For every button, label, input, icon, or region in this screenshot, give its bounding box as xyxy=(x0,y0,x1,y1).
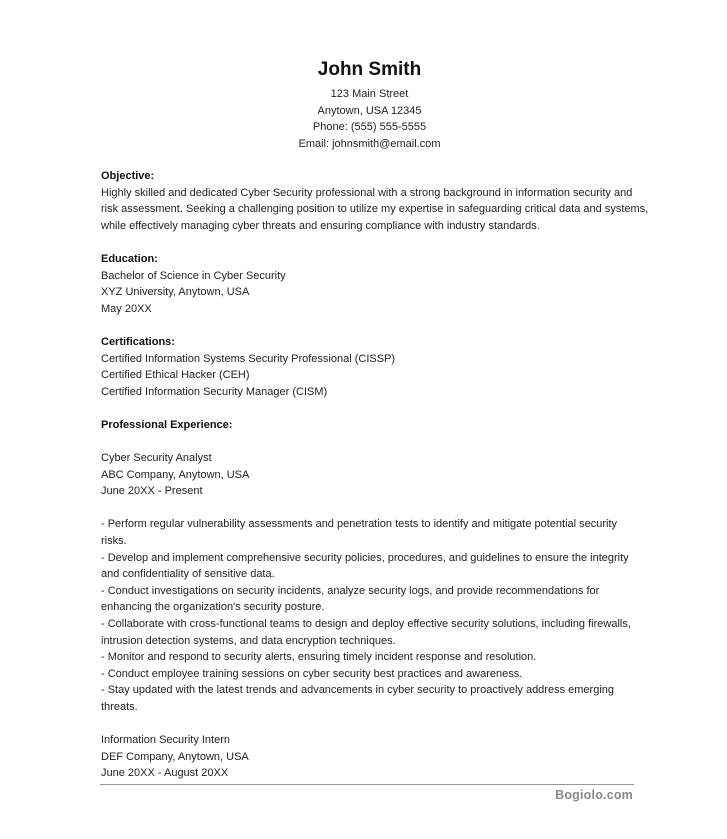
spacer xyxy=(101,317,641,334)
email-line: Email: johnsmith@email.com xyxy=(298,138,441,151)
education-school: XYZ University, Anytown, USA xyxy=(101,286,250,299)
education-heading: Education: xyxy=(101,252,158,265)
objective-line: Highly skilled and dedicated Cyber Security professional with a strong background in information security and xyxy=(101,186,633,199)
education-degree: Bachelor of Science in Cyber Security xyxy=(101,269,286,282)
certification-item: Certified Ethical Hacker (CEH) xyxy=(101,369,250,382)
phone-line: Phone: (555) 555-5555 xyxy=(312,121,427,134)
job-bullet-line: - Perform regular vulnerability assessments and penetration tests to identify and mitigate potential security xyxy=(101,518,618,531)
footer-watermark: Bogiolo.com xyxy=(555,788,633,802)
certifications-heading: Certifications: xyxy=(101,335,175,348)
resume-body xyxy=(101,168,649,782)
objective-heading: Objective: xyxy=(101,170,155,182)
job-bullet-line: - Stay updated with the latest trends and advancements in cyber security to proactively address emerging xyxy=(101,684,614,697)
spacer xyxy=(101,500,641,517)
job-bullet-line: - Monitor and respond to security alerts, ensuring timely incident response and resolution. xyxy=(101,651,537,664)
applicant-name: John Smith xyxy=(317,59,422,80)
job-company: DEF Company, Anytown, USA xyxy=(101,750,249,763)
spacer xyxy=(101,400,641,417)
job-bullet-line: - Collaborate with cross-functional teams to design and deploy effective security solutions, including firewalls, xyxy=(101,618,631,631)
certification-item: Certified Information Systems Security Professional (CISSP) xyxy=(101,352,396,365)
job-dates: June 20XX - August 20XX xyxy=(101,767,229,780)
spacer xyxy=(101,716,641,733)
job-bullet-line: and confidentiality of sensitive data. xyxy=(101,568,275,581)
job-bullet-line: risks. xyxy=(101,535,127,548)
job-company: ABC Company, Anytown, USA xyxy=(101,468,250,481)
address-street: 123 Main Street xyxy=(330,88,409,100)
job-bullet-line: enhancing the organization's security posture. xyxy=(101,601,325,614)
job-bullet-line: - Conduct employee training sessions on cyber security best practices and awareness. xyxy=(101,667,523,680)
objective-line: risk assessment. Seeking a challenging position to utilize my expertise in safeguarding critical data and systems, xyxy=(101,203,649,216)
job-title: Cyber Security Analyst xyxy=(101,452,212,465)
certification-item: Certified Information Security Manager (CISM) xyxy=(101,385,328,398)
job-dates: June 20XX - Present xyxy=(101,485,203,498)
resume-header xyxy=(0,58,727,153)
job-bullet-line: intrusion detection systems, and data encryption techniques. xyxy=(101,634,396,647)
spacer xyxy=(101,234,641,251)
spacer xyxy=(101,434,641,451)
education-date: May 20XX xyxy=(101,302,152,315)
job-title: Information Security Intern xyxy=(101,734,231,747)
job-bullet-line: threats. xyxy=(101,701,138,713)
footer-divider xyxy=(100,784,634,785)
experience-heading: Professional Experience: xyxy=(101,418,233,431)
objective-line: while effectively managing cyber threats and ensuring compliance with industry standards. xyxy=(101,219,540,232)
job-bullet-line: - Develop and implement comprehensive security policies, procedures, and guidelines to ensure the integrity xyxy=(101,551,629,564)
address-city: Anytown, USA 12345 xyxy=(317,104,422,117)
job-bullet-line: - Conduct investigations on security incidents, analyze security logs, and provide recommendations for xyxy=(101,584,600,597)
